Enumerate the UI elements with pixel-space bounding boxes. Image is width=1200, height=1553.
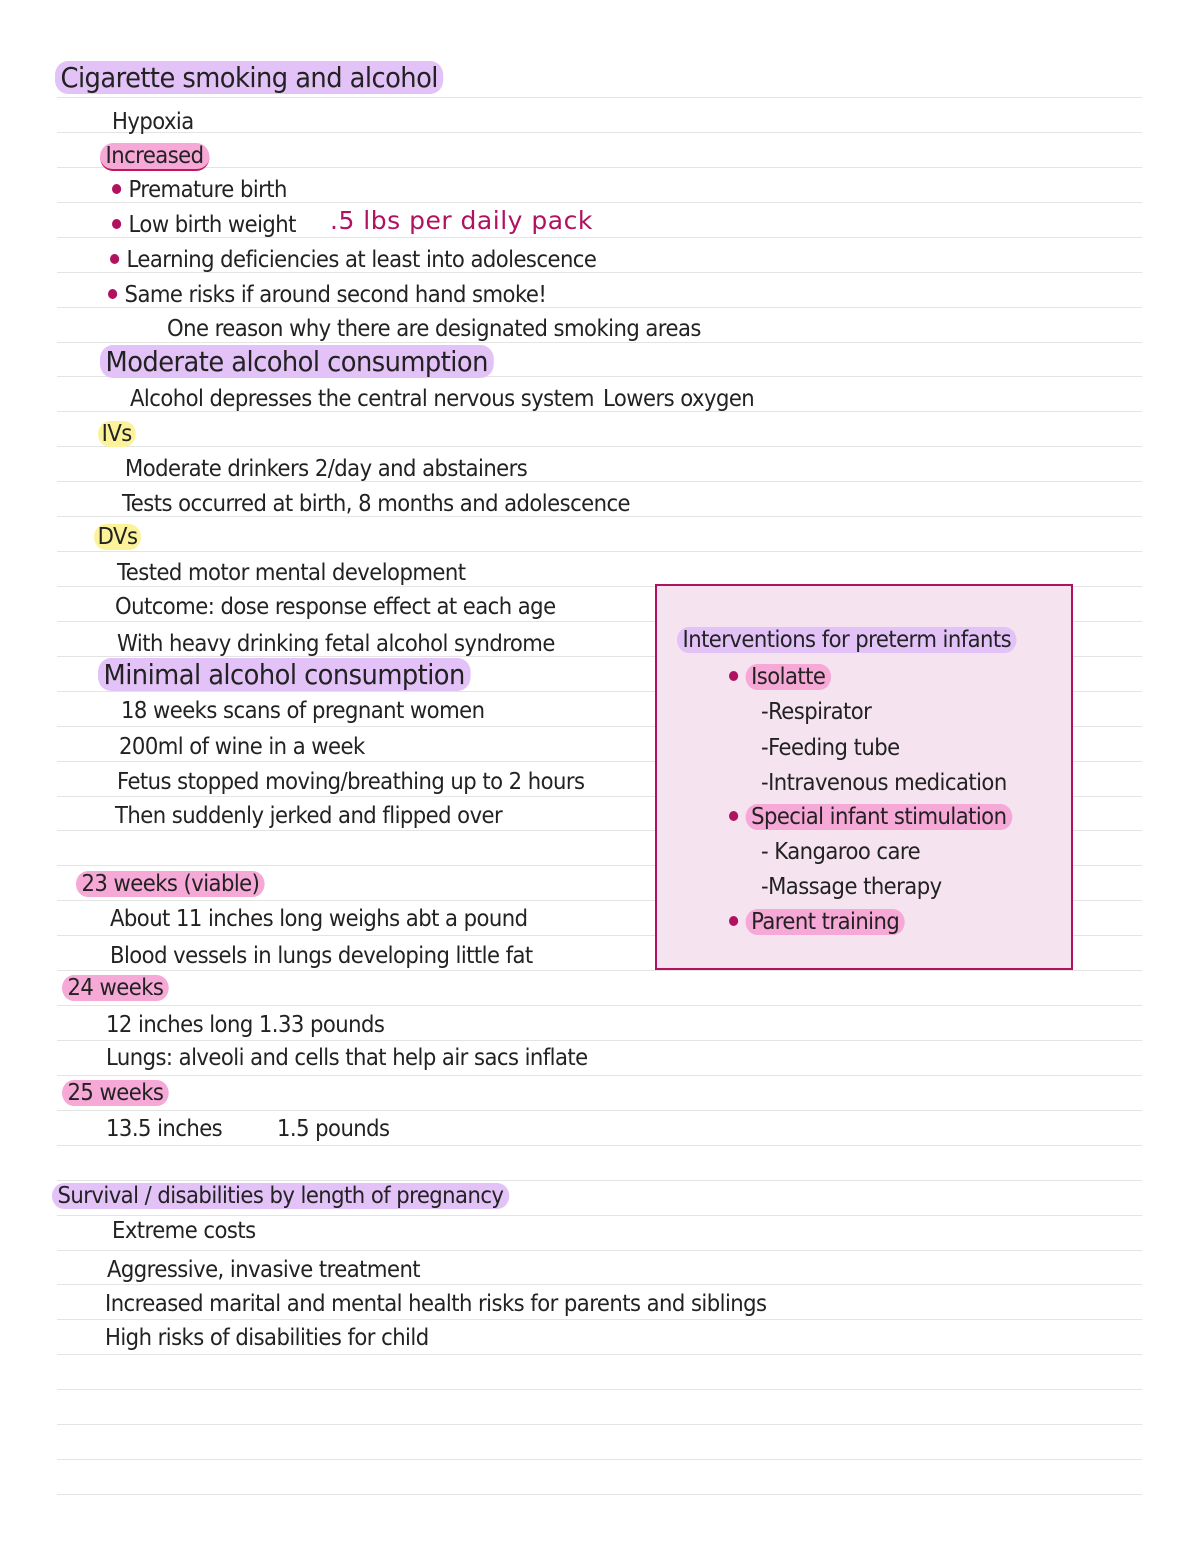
interventions-title: Interventions for preterm infants xyxy=(677,624,1017,656)
minimal-line-4: Then suddenly jerked and flipped over xyxy=(115,803,503,829)
ivs-label: IVs xyxy=(98,418,135,450)
alcohol-cns-text: Alcohol depresses the central nervous system xyxy=(130,386,594,412)
parent-training-item: Parent training xyxy=(729,906,905,938)
week-23-line-1: About 11 inches long weighs abt a pound xyxy=(110,906,528,932)
low-birth-weight-annotation: .5 lbs per daily pack xyxy=(330,206,593,235)
stimulation-subitem-kangaroo: - Kangaroo care xyxy=(761,839,921,865)
dvs-label: DVs xyxy=(94,521,141,553)
isolette-item: Isolatte xyxy=(729,661,831,693)
dvs-line-2: Outcome: dose response effect at each age xyxy=(115,594,556,620)
bullet-second-hand-smoke: Same risks if around second hand smoke! xyxy=(108,279,546,311)
week-24-line-1: 12 inches long 1.33 pounds xyxy=(106,1012,385,1038)
isolette-subitem-iv-medication: -Intravenous medication xyxy=(761,770,1007,796)
ivs-line-1: Moderate drinkers 2/day and abstainers xyxy=(125,456,528,482)
bullet-low-birth-weight: Low birth weight xyxy=(112,209,296,241)
survival-line-4: High risks of disabilities for child xyxy=(105,1325,429,1351)
survival-line-1: Extreme costs xyxy=(112,1218,256,1244)
week-25-weight: 1.5 pounds xyxy=(277,1116,390,1142)
bullet-icon xyxy=(729,811,738,821)
week-24-label: 24 weeks xyxy=(62,972,169,1004)
bullet-icon xyxy=(729,671,738,681)
week-25-label: 25 weeks xyxy=(62,1077,169,1109)
isolette-subitem-respirator: -Respirator xyxy=(761,699,872,725)
week-24-line-2: Lungs: alveoli and cells that help air sacs inflate xyxy=(106,1045,588,1071)
minimal-line-3: Fetus stopped moving/breathing up to 2 hours xyxy=(117,769,585,795)
smoking-areas-text: One reason why there are designated smoking areas xyxy=(167,316,701,342)
hypoxia-text: Hypoxia xyxy=(112,109,194,135)
increased-label: Increased xyxy=(100,140,209,172)
dvs-line-3: With heavy drinking fetal alcohol syndrome xyxy=(117,631,555,657)
bullet-learning-deficiencies: Learning deficiencies at least into adolescence xyxy=(110,244,596,276)
minimal-line-1: 18 weeks scans of pregnant women xyxy=(121,698,485,724)
bullet-icon xyxy=(108,289,117,299)
interventions-box xyxy=(655,584,1073,970)
section-title-smoking: Cigarette smoking and alcohol xyxy=(55,62,443,94)
lowers-oxygen-text: Lowers oxygen xyxy=(603,386,755,412)
minimal-line-2: 200ml of wine in a week xyxy=(119,734,365,760)
week-25-length: 13.5 inches xyxy=(106,1116,223,1142)
bullet-icon xyxy=(112,184,121,194)
survival-line-3: Increased marital and mental health risks for parents and siblings xyxy=(105,1291,767,1317)
section-title-survival: Survival / disabilities by length of pregnancy xyxy=(52,1180,509,1212)
week-23-label: 23 weeks (viable) xyxy=(76,868,265,900)
section-title-minimal: Minimal alcohol consumption xyxy=(98,659,470,691)
dvs-line-1: Tested motor mental development xyxy=(117,560,466,586)
ivs-line-2: Tests occurred at birth, 8 months and adolescence xyxy=(122,491,631,517)
bullet-premature-birth: Premature birth xyxy=(112,174,287,206)
stimulation-subitem-massage: -Massage therapy xyxy=(761,874,942,900)
isolette-subitem-feeding-tube: -Feeding tube xyxy=(761,735,900,761)
bullet-icon xyxy=(110,254,119,264)
week-23-line-2: Blood vessels in lungs developing little fat xyxy=(110,943,533,969)
stimulation-item: Special infant stimulation xyxy=(729,801,1012,833)
survival-line-2: Aggressive, invasive treatment xyxy=(107,1257,421,1283)
section-title-moderate: Moderate alcohol consumption xyxy=(100,346,493,378)
bullet-icon xyxy=(729,916,738,926)
bullet-icon xyxy=(112,219,121,229)
